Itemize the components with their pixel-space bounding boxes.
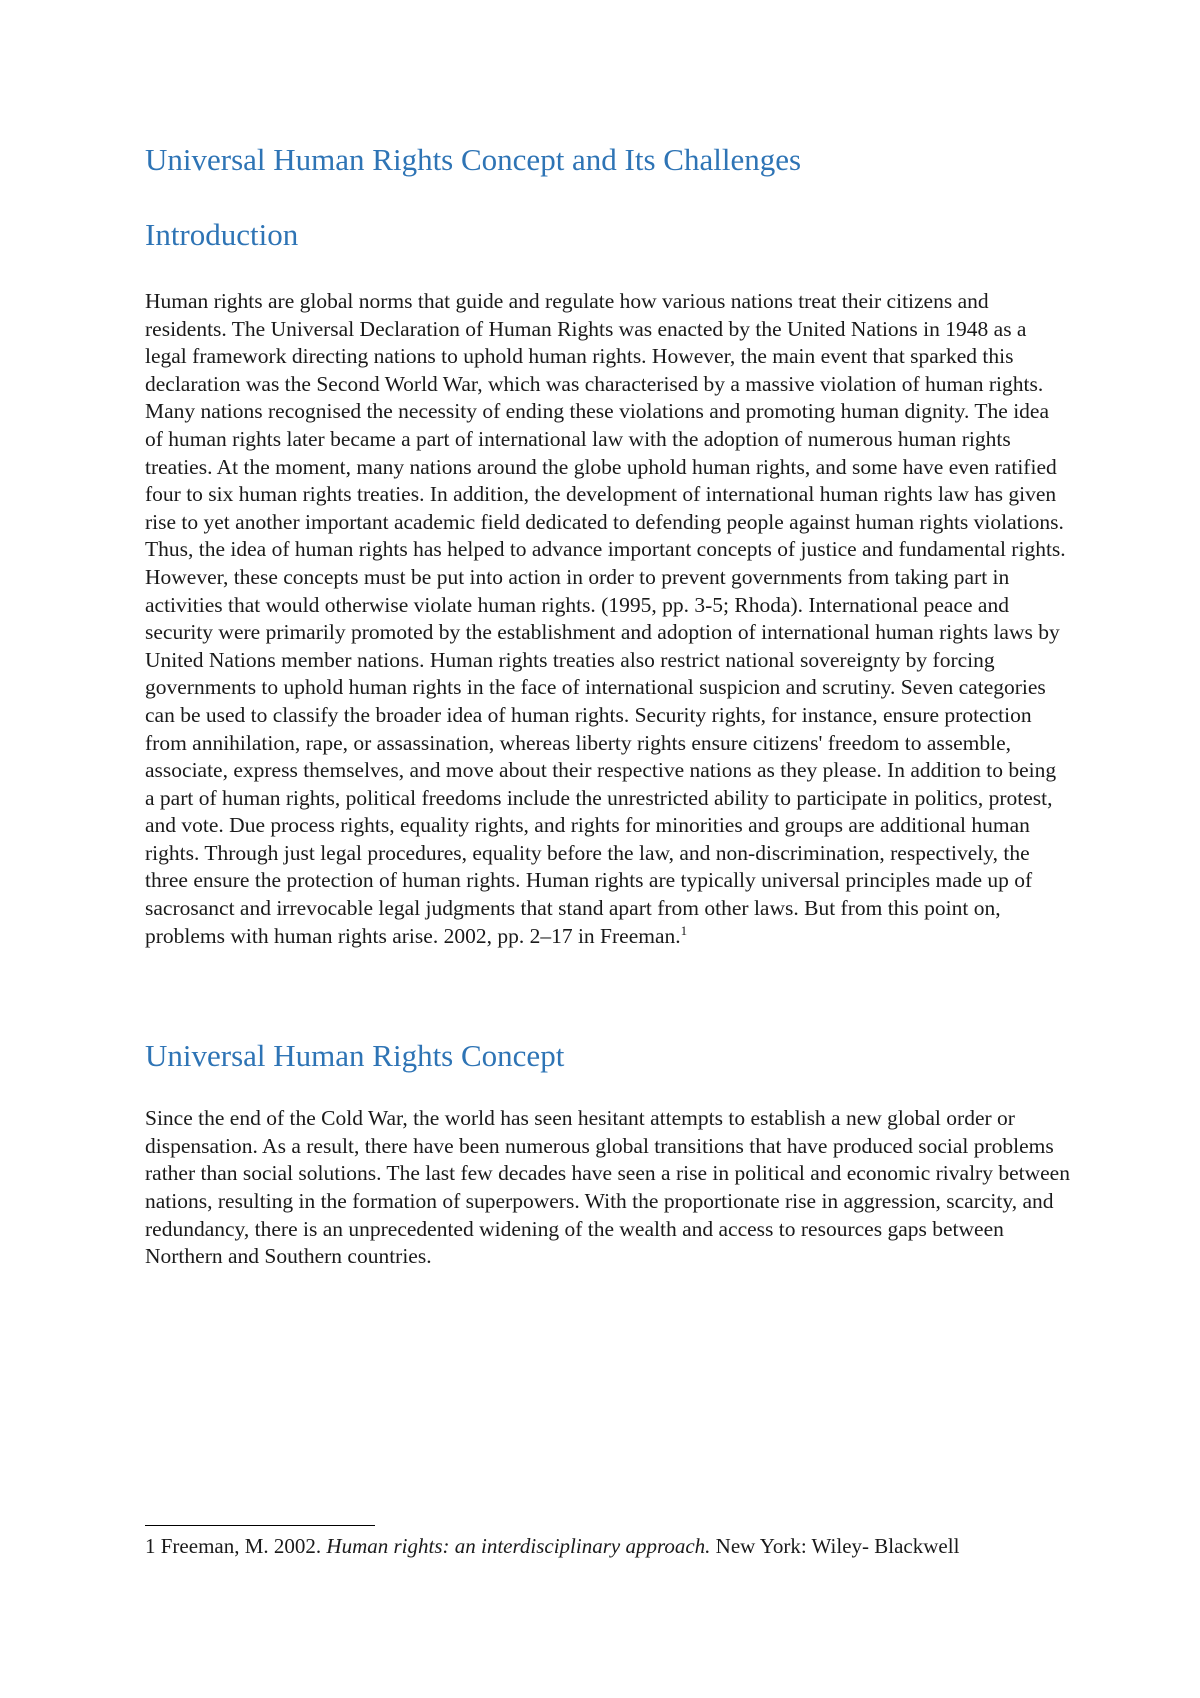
- section-heading-universal-concept: Universal Human Rights Concept: [145, 1038, 565, 1074]
- document-body: [145, 140, 1070, 1271]
- footnote-prefix: Freeman, M. 2002.: [160, 1534, 322, 1558]
- footnote-title: Human rights: an interdisciplinary approach.: [326, 1534, 711, 1558]
- footnote-suffix: New York: Wiley- Blackwell: [715, 1534, 960, 1558]
- paragraph-text: Human rights are global norms that guide and regulate how various nations treat their citizens and residents. The Universal Declaration of Human Rights was enacted by the United Nations in 1948 as a legal framework directing nations to uphold human rights. However, the main event that sparked this declaration was the Second World War, which was characterised by a massive violation of human rights. Many nations recognised the necessity of ending these violations and promoting human dignity. The idea of human rights later became a part of international law with the adoption of numerous human rights treaties. At the moment, many nations around the globe uphold human rights, and some have even ratified four to six human rights treaties. In addition, the development of international human rights law has given rise to yet another important academic field dedicated to defending people against human rights violations. Thus, the idea of human rights has helped to advance important concepts of justice and fundamental rights. However, these concepts must be put into action in order to prevent governments from taking part in activities that would otherwise violate human rights. (1995, pp. 3-5; Rhoda). International peace and security were primarily promoted by the establishment and adoption of international human rights laws by United Nations member nations. Human rights treaties also restrict national sovereignty by forcing governments to uphold human rights in the face of international suspicion and scrutiny. Seven categories can be used to classify the broader idea of human rights. Security rights, for instance, ensure protection from annihilation, rape, or assassination, whereas liberty rights ensure citizens' freedom to assemble, associate, express themselves, and move about their respective nations as they please. In addition to being a part of human rights, political freedoms include the unrestricted ability to participate in politics, protest, and vote. Due process rights, equality rights, and rights for minorities and groups are additional human rights. Through just legal procedures, equality before the law, and non-discrimination, respectively, the three ensure the protection of human rights. Human rights are typically universal principles made up of sacrosanct and irrevocable legal judgments that stand apart from other laws. But from this point on, problems with human rights arise. 2002, pp. 2–17 in Freeman.: [145, 289, 1066, 948]
- footnote: [145, 1533, 1075, 1560]
- document-title: Universal Human Rights Concept and Its Challenges: [145, 142, 802, 177]
- footnote-reference[interactable]: 1: [680, 922, 688, 938]
- section-heading-introduction: Introduction: [145, 217, 299, 252]
- footnote-number: 1: [145, 1534, 156, 1558]
- section-paragraph-introduction: [145, 288, 1070, 950]
- section-paragraph-universal-concept: Since the end of the Cold War, the world has seen hesitant attempts to establish a new global order or dispensation. As a result, there have been numerous global transitions that have produced social problems rather than social solutions. The last few decades have seen a rise in political and economic rivalry between nations, resulting in the formation of superpowers. With the proportionate rise in aggression, scarcity, and redundancy, there is an unprecedented widening of the wealth and access to resources gaps between Northern and Southern countries.: [145, 1106, 1070, 1269]
- footnote-separator: [145, 1525, 375, 1526]
